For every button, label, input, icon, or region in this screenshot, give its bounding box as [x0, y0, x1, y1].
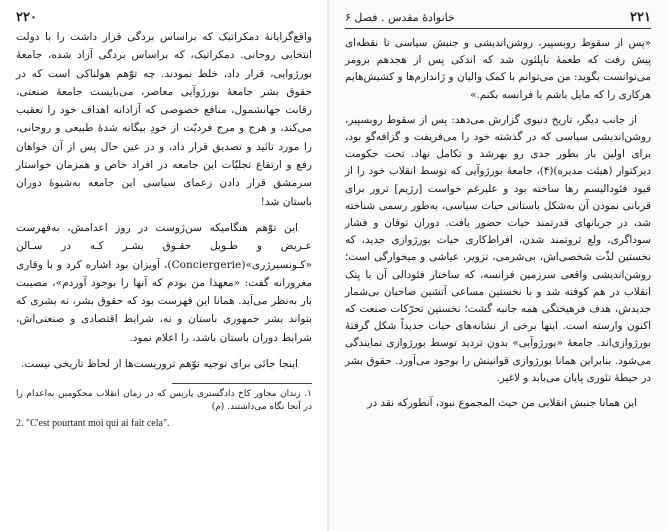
right-page-number: ۲۲۱	[630, 9, 651, 25]
left-page	[0, 0, 329, 531]
right-paragraph-1: از جانب دیگر، تاریخ دنیوی گزارش می‌دهد: پس از سقوط روبسپیر، روشن‌اندیشی سیاسی که در گذشته خود را می‌فریفت و گزافه‌گو بود، برای اولین بار بطور جدی رو بهرشد و تکامل نهاد. تحت حکومت دیرکتوار (هیئت مدیره)(۴)، جامعهٔ بورژوآیی که توسط انقلاب خود را از قیود فئودالیسم رها ساخته بود و علیرغم خواست [رژیم] ترور برای قربانی نمودن آن به‌شکل باستانی حیات سیاسی، به‌طور رسمی شناخته شد، در جریانهای قدرتمند حیات حضور یافت. دوران توفان و فشار سوداگری، ولع ثروتمند شدن، افراط‌کاری حیات بورژوازی جدید، که نخستین لذّت شخصی‌اش، بی‌شرمی، تزویر، عیاشی و میخوارگی است؛ روشن‌اندیشی واقعی سرزمین فرانسه، که ساختار فئودالی آن با پتک انقلاب در هم کوفته شد و با نخستین مساعی آتشین صاحبان بی‌شمار جدیدش، هدف فرهیختگی همه جانبه گشت؛ نخستین تحرّکات صنعت که اکنون وارسته است. اینها برخی از نشانه‌های حیات جدیداً شکل گرفتهٔ بورژوازی‌اند. جامعهٔ «بورژوآیی» بدون تردید توسط بورژوازی نمایندگی می‌شود. بنابراین همانا بورژوازی قوانینش را بوجود می‌آورد. حقوق بشر در حیطهٔ تئوری پایان می‌یابد و لاغیر.	[345, 113, 651, 384]
left-page-body	[16, 28, 312, 373]
left-paragraph-1: واقع‌گرایانهٔ دمکراتیک که براساس بردگی قرار داشت را با دولت انتخابی روحانی. دمکراتیک، که براساس بردگی آزاد شده، جامعهٔ بورژوایی، قرار داد، خلط نمودند. چه توّهم هولناکی است که در حقوق بشر جامعهٔ بورژوآیی معاصر، می‌بایست جامعهٔ صنعتی، رقابت جهانشمول، منافع خصوصی که آزادانه اهداف خود را تعقیب می‌کند، و هرج و مرج فردیّت از خودِ بیگانه شدهٔ طبیعی و روحانی، را مورد تائید و تصدیق قرار داد، و در عین حال پس از آن خواهان رفع و ارتفاع تجلیّات این جامعه در افراد خاص و همزمان خواستار سرمشق قرار دادن زعمای سیاسی این جامعه به‌شیوهٔ دوران باستان شد!	[16, 31, 312, 208]
right-paragraph-2: این همانا جنبش انقلابی من حیث المجموع نبود، آنطورکه نقد در	[367, 397, 637, 410]
running-title: خانوادهٔ مقدس . فصل ۶	[345, 10, 455, 24]
left-page-header	[16, 6, 312, 28]
left-paragraph-3: اینجا جائی برای توجیه توّهم تروریست‌ها از لحاظ تاریخی نیست.	[20, 358, 298, 371]
right-page	[329, 0, 667, 531]
left-page-number: ۲۲۰	[16, 9, 37, 25]
right-page-body	[345, 35, 651, 412]
left-footnote-2: 2. "C'est pourtant moi qui ai fait cela".	[16, 418, 170, 430]
footnote-divider	[172, 383, 312, 384]
left-footnote-1: ۱. زندان مجاور کاخ دادگستری پاریس که در زمان انقلاب محکومین به‌اعدام را در آنجا نگاه می‌داشتند. (م)	[16, 389, 312, 413]
right-opening-quote: «پس از سقوط روبسپیر، روشن‌اندیشی و جنبش سیاسی تا نقطه‌ای پیش رفت که طعمهٔ ناپلئون شد که اندکی پس از هجدهم برومر می‌توانست بگوید: من می‌توانم با کمک والیان و ژاندارم‌ها و کشیش‌هایم هرکاری را که مایل باشم با فرانسه بکنم.»	[345, 37, 651, 101]
left-paragraph-2: این توّهم هنگامیکه سن‌ژوست در روز اعدامش، به‌فهرست عـریض و طـویل حقـوق بشـر کـه در سـالن «کـونسیرژری»(Conciergerie)، آویزان بود اشاره کرد و با وقاری مغرورانه گفت: «معهذا من بودم که آنها را بوجود آوردم»، مصیبت بار به‌نظر می‌آید. همانا این فهرست بود که حقوق بشر، نه بشری که بتواند بشر جمهوری باستان و نه، شرایط اقتصادی و صنعتی‌اش، شرایط دوران باستان باشد، را اعلام نمود.	[16, 221, 312, 344]
header-rule	[345, 28, 651, 29]
right-page-header	[345, 6, 651, 28]
